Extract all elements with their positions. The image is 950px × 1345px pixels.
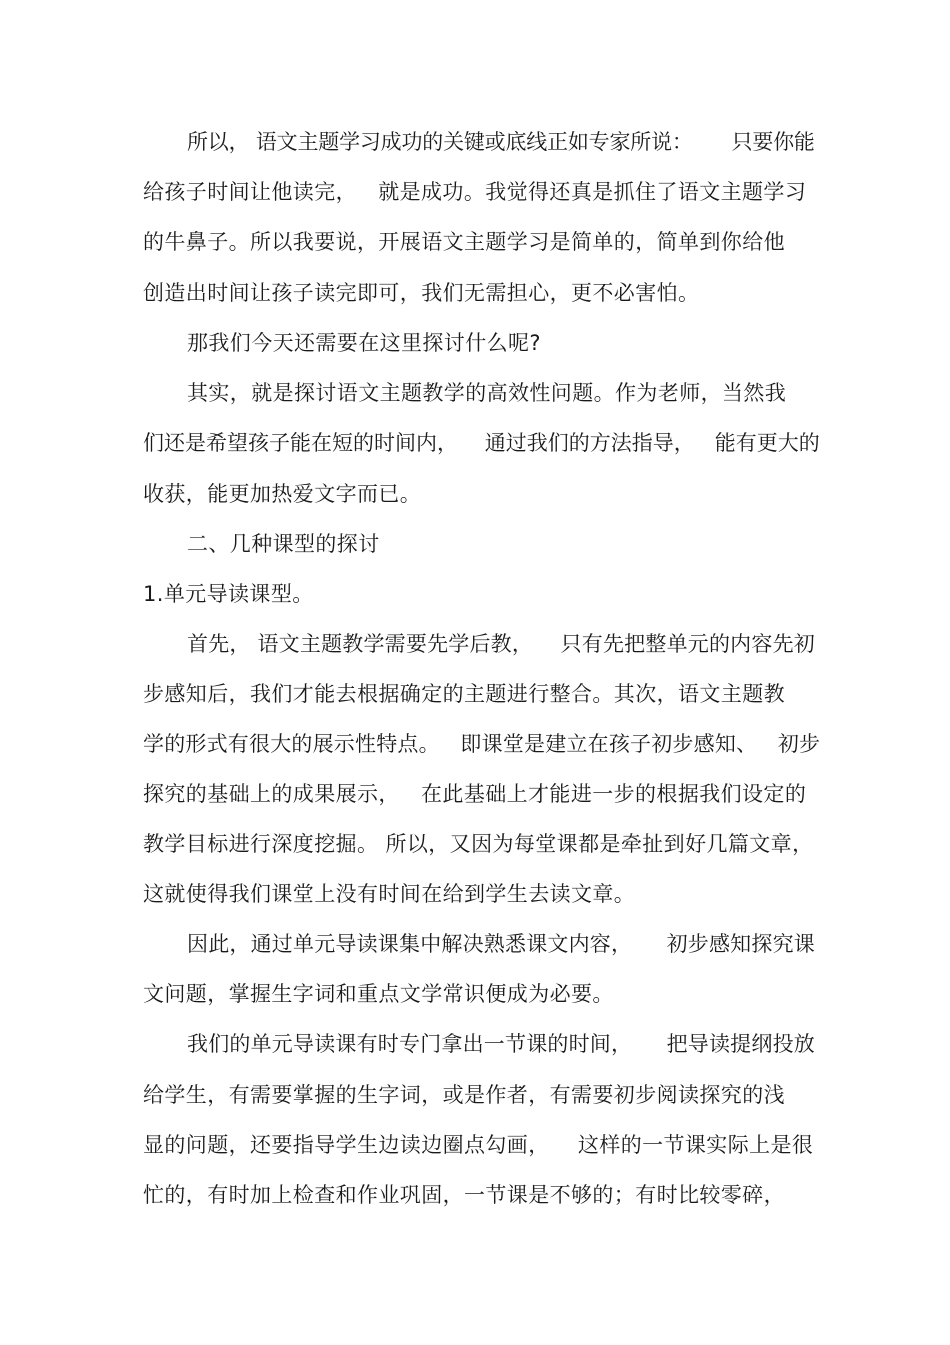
text-line: 所以， 语文主题学习成功的关键或底线正如专家所说： 只要你能 [187,130,815,154]
text-line: 们还是希望孩子能在短的时间内， 通过我们的方法指导， 能有更大的 [143,431,820,455]
text-line: 那我们今天还需要在这里探讨什么呢? [187,331,541,355]
section-heading: 二、几种课型的探讨 [187,532,380,556]
text-line: 探究的基础上的成果展示， 在此基础上才能进一步的根据我们设定的 [143,782,807,806]
text-line: 其实，就是探讨语文主题教学的高效性问题。作为老师，当然我 [187,381,787,405]
text-line: 教学目标进行深度挖掘。 所以，又因为每堂课都是牵扯到好几篇文章， [143,832,814,856]
text-line: 给学生，有需要掌握的生字词，或是作者，有需要初步阅读探究的浅 [143,1083,785,1107]
subsection-heading: 1.单元导读课型。 [143,582,314,606]
text-line: 首先， 语文主题教学需要先学后教， 只有先把整单元的内容先初 [187,632,815,656]
text-line: 步感知后，我们才能去根据确定的主题进行整合。其次，语文主题教 [143,682,785,706]
text-line: 创造出时间让孩子读完即可，我们无需担心，更不必害怕。 [143,281,700,305]
text-line: 显的问题，还要指导学生边读边圈点勾画， 这样的一节课实际上是很 [143,1133,814,1157]
text-line: 忙的，有时加上检查和作业巩固，一节课是不够的；有时比较零碎， [143,1183,785,1207]
text-line: 给孩子时间让他读完， 就是成功。我觉得还真是抓住了语文主题学习 [143,180,807,204]
text-line: 这就使得我们课堂上没有时间在给到学生去读文章。 [143,882,636,906]
text-line: 我们的单元导读课有时专门拿出一节课的时间， 把导读提纲投放 [187,1032,815,1056]
text-line: 因此，通过单元导读课集中解决熟悉课文内容， 初步感知探究课 [187,932,815,956]
text-line: 学的形式有很大的展示性特点。 即课堂是建立在孩子初步感知、 初步 [143,732,821,756]
text-line: 文问题，掌握生字词和重点文学常识便成为必要。 [143,982,614,1006]
text-line: 的牛鼻子。所以我要说，开展语文主题学习是简单的，简单到你给他 [143,230,785,254]
text-line: 收获，能更加热爱文字而已。 [143,482,422,506]
